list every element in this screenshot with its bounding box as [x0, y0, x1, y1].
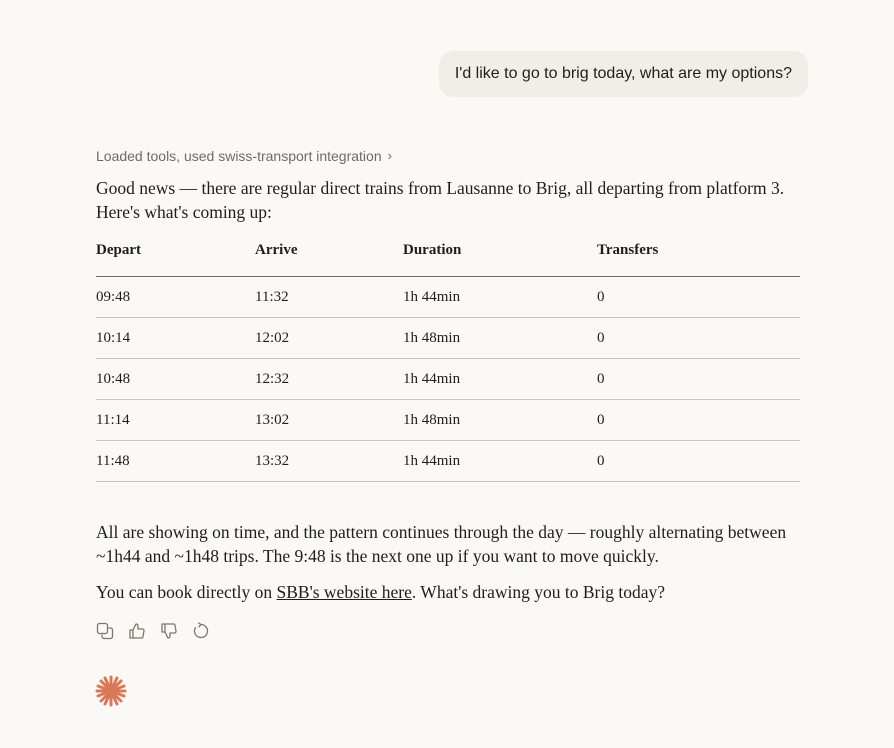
- transfers-cell: 0: [597, 359, 800, 400]
- chevron-right-icon: ›: [387, 148, 392, 163]
- header-depart: Depart: [96, 242, 255, 277]
- depart-cell: 09:48: [96, 277, 255, 318]
- depart-cell: 10:14: [96, 318, 255, 359]
- depart-cell: 11:48: [96, 441, 255, 482]
- duration-cell: 1h 44min: [403, 441, 597, 482]
- arrive-cell: 12:32: [255, 359, 403, 400]
- header-arrive: Arrive: [255, 242, 403, 277]
- booking-paragraph: [96, 580, 800, 604]
- table-row: [96, 318, 800, 359]
- claude-spark-logo-icon: [94, 674, 128, 708]
- intro-paragraph: Good news — there are regular direct trains from Lausanne to Brig, all departing from platform 3. Here's what's coming up:: [96, 178, 785, 222]
- copy-icon[interactable]: [96, 622, 114, 640]
- transfers-cell: 0: [597, 318, 800, 359]
- table-row: [96, 277, 800, 318]
- transfers-cell: 0: [597, 277, 800, 318]
- depart-cell: 11:14: [96, 400, 255, 441]
- user-message-bubble: I'd like to go to brig today, what are my options?: [439, 51, 808, 97]
- thumbs-up-icon[interactable]: [128, 622, 146, 640]
- tool-status-toggle[interactable]: [96, 146, 392, 166]
- booking-text-after: . What's drawing you to Brig today?: [411, 582, 666, 602]
- table-header-row: [96, 242, 800, 277]
- arrive-cell: 12:02: [255, 318, 403, 359]
- duration-cell: 1h 48min: [403, 318, 597, 359]
- table-row: [96, 400, 800, 441]
- message-actions: [96, 622, 800, 640]
- tool-status-text: Loaded tools, used swiss-transport integration: [96, 148, 382, 164]
- sbb-website-link[interactable]: SBB's website here: [276, 582, 412, 602]
- duration-cell: 1h 44min: [403, 359, 597, 400]
- arrive-cell: 13:32: [255, 441, 403, 482]
- header-transfers: Transfers: [597, 242, 800, 277]
- header-duration: Duration: [403, 242, 597, 277]
- summary-paragraph: All are showing on time, and the pattern continues through the day — roughly alternating between ~1h44 and ~1h48 trips. The 9:48 is the next one up if you want to move quickly.: [96, 522, 787, 566]
- transfers-cell: 0: [597, 400, 800, 441]
- train-schedule-table: [96, 242, 800, 482]
- retry-icon[interactable]: [192, 622, 210, 640]
- table-row: [96, 359, 800, 400]
- assistant-message: [96, 146, 800, 640]
- thumbs-down-icon[interactable]: [160, 622, 178, 640]
- depart-cell: 10:48: [96, 359, 255, 400]
- booking-text-before: You can book directly on: [96, 582, 277, 602]
- transfers-cell: 0: [597, 441, 800, 482]
- duration-cell: 1h 48min: [403, 400, 597, 441]
- arrive-cell: 13:02: [255, 400, 403, 441]
- arrive-cell: 11:32: [255, 277, 403, 318]
- duration-cell: 1h 44min: [403, 277, 597, 318]
- table-row: [96, 441, 800, 482]
